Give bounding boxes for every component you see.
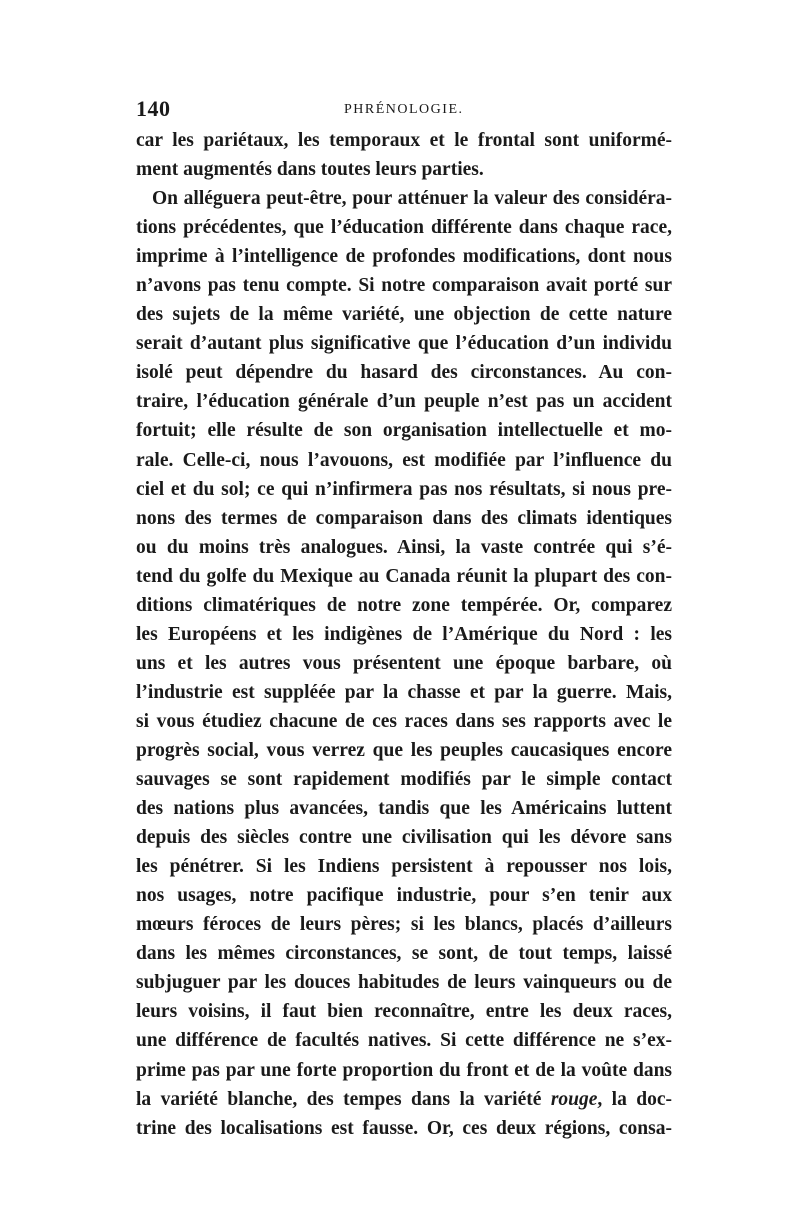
text-segment: la variété blanche, des tempes dans la variété [136,1088,542,1110]
text-line: des nations plus avancées, tandis que les Américains luttent [136,798,672,820]
running-head [136,96,672,124]
text-line: nons des termes de comparaison dans des climats identiques [136,507,672,529]
text-line: trine des localisations est fausse. Or, ces deux régions, consa- [136,1117,672,1139]
text-line: une différence de facultés natives. Si cette différence ne s’ex- [136,1030,672,1052]
running-title: PHRÉNOLOGIE. [344,102,464,117]
text-line: rale. Celle-ci, nous l’avouons, est modifiée par l’influence du [136,449,672,471]
page-number: 140 [136,96,171,121]
text-line: On alléguera peut-être, pour atténuer la valeur des considéra- [152,188,672,210]
text-line: prime pas par une forte proportion du front et de la voûte dans [136,1059,672,1081]
italic-word: rouge [550,1088,598,1110]
text-line: depuis des siècles contre une civilisation qui les dévore sans [136,827,672,849]
text-line: des sujets de la même variété, une objection de cette nature [136,304,672,326]
text-line: l’industrie est suppléée par la chasse et par la guerre. Mais, [136,681,672,703]
text-segment: , la doc- [597,1088,672,1110]
text-line: si vous étudiez chacune de ces races dans ses rapports avec le [136,710,672,732]
text-line: les pénétrer. Si les Indiens persistent à repousser nos lois, [136,856,672,878]
text-line: ment augmentés dans toutes leurs parties. [136,159,484,181]
text-line: subjuguer par les douces habitudes de leurs vainqueurs ou de [136,972,672,994]
text-line: dans les mêmes circonstances, se sont, de tout temps, laissé [136,943,672,965]
text-line: serait d’autant plus significative que l’éducation d’un individu [136,333,672,355]
text-line: progrès social, vous verrez que les peuples caucasiques encore [136,739,672,761]
text-line-with-italic [136,1085,672,1114]
text-line: les Européens et les indigènes de l’Amérique du Nord : les [136,623,672,645]
text-line: traire, l’éducation générale d’un peuple n’est pas un accident [136,391,672,413]
text-line: sauvages se sont rapidement modifiés par le simple contact [136,769,672,791]
text-line: ditions climatériques de notre zone tempérée. Or, comparez [136,594,672,616]
text-line: car les pariétaux, les temporaux et le frontal sont uniformé- [136,130,672,151]
text-line: ou du moins très analogues. Ainsi, la vaste contrée qui s’é- [136,536,672,558]
text-line: tend du golfe du Mexique au Canada réunit la plupart des con- [136,565,672,587]
text-line: isolé peut dépendre du hasard des circonstances. Au con- [136,362,672,384]
text-line: fortuit; elle résulte de son organisation intellectuelle et mo- [136,420,672,442]
text-line: mœurs féroces de leurs pères; si les blancs, placés d’ailleurs [136,914,672,936]
text-line: tions précédentes, que l’éducation différente dans chaque race, [136,217,672,239]
text-line: leurs voisins, il faut bien reconnaître, entre les deux races, [136,1001,672,1023]
text-line: ciel et du sol; ce qui n’infirmera pas nos résultats, si nous pre- [136,478,672,500]
text-line: imprime à l’intelligence de profondes modifications, dont nous [136,246,672,268]
text-line: nos usages, notre pacifique industrie, pour s’en tenir aux [136,885,672,907]
text-line: n’avons pas tenu compte. Si notre comparaison avait porté sur [136,275,672,297]
text-line: uns et les autres vous présentent une époque barbare, où [136,652,672,674]
body-text [136,126,672,1143]
